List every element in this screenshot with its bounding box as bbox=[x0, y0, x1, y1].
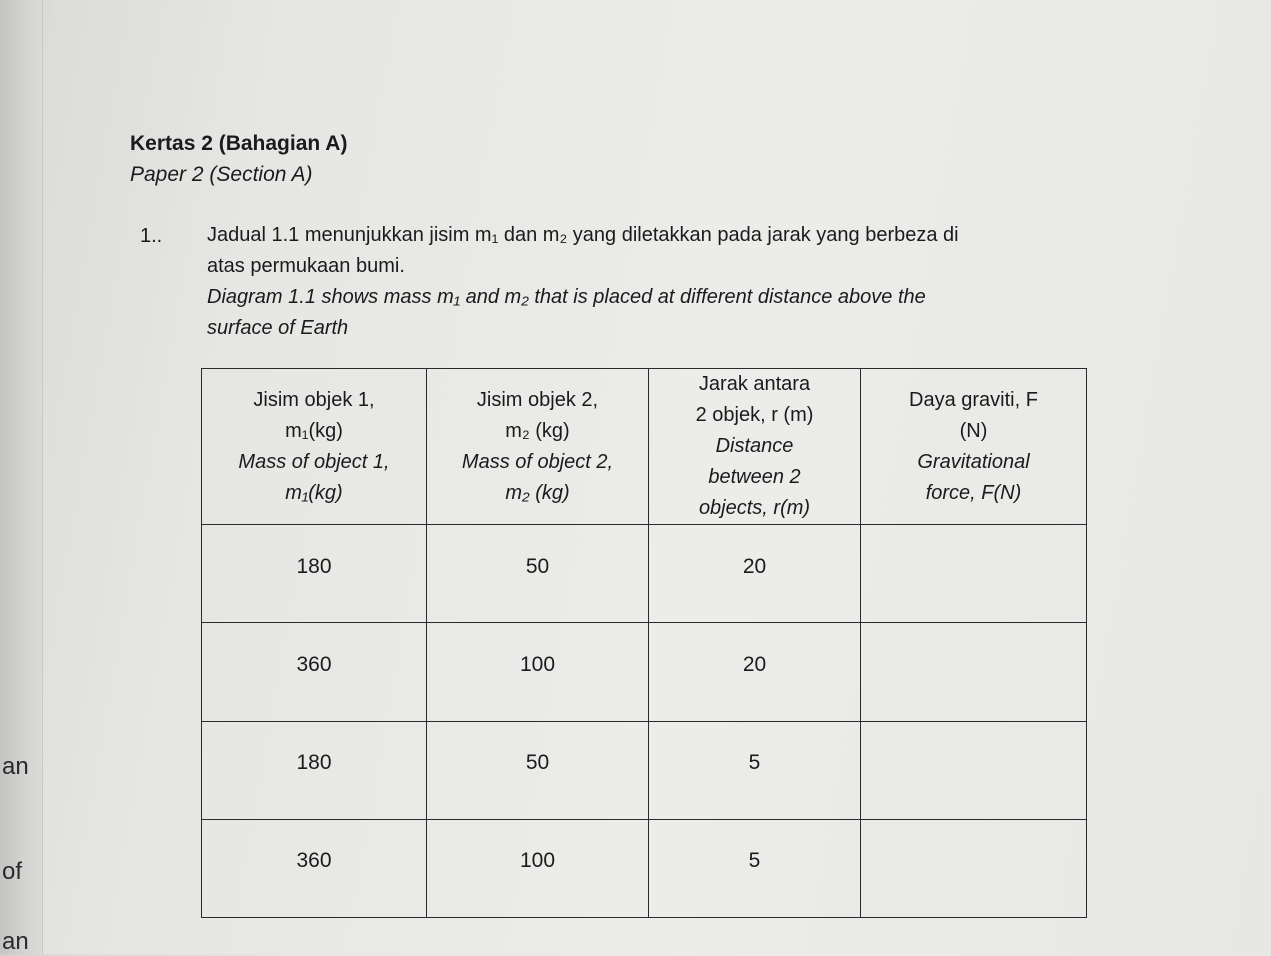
question-text-english bbox=[207, 282, 1147, 344]
table-header-row bbox=[202, 369, 1087, 525]
cell-force-answer[interactable] bbox=[861, 721, 1087, 819]
header-mass-2 bbox=[427, 369, 649, 525]
header-text: m₂ (kg) bbox=[505, 419, 570, 442]
question-text-line: atas permukaan bumi. bbox=[207, 255, 405, 277]
cell-distance: 5 bbox=[649, 819, 861, 917]
cell-distance: 5 bbox=[649, 721, 861, 819]
cell-mass-1: 360 bbox=[202, 819, 427, 917]
header-text: m₁(kg) bbox=[285, 419, 343, 442]
header-text: Distance bbox=[715, 435, 794, 457]
header-force bbox=[861, 369, 1087, 525]
header-text: 2 objek, r (m) bbox=[695, 404, 814, 426]
header-text: Gravitational bbox=[917, 450, 1030, 473]
header-text: objects, r(m) bbox=[698, 497, 811, 519]
header-text: Jisim objek 2, bbox=[476, 388, 599, 411]
header-text: Mass of object 1, bbox=[238, 450, 390, 473]
paper-title-english: Paper 2 (Section A) bbox=[130, 163, 313, 186]
header-text: m₂ (kg) bbox=[505, 481, 570, 504]
cell-mass-1: 360 bbox=[202, 623, 427, 721]
question-text-line: Jadual 1.1 menunjukkan jisim m₁ dan m₂ yang diletakkan pada jarak yang berbeza di bbox=[207, 224, 959, 246]
question-text-malay bbox=[207, 220, 1147, 282]
header-text: Mass of object 2, bbox=[461, 450, 614, 473]
header-distance bbox=[649, 369, 861, 525]
header-text: between 2 bbox=[708, 466, 801, 488]
question-text-line: Diagram 1.1 shows mass m₁ and m₂ that is placed at different distance above the bbox=[207, 286, 926, 308]
cell-mass-2: 100 bbox=[427, 819, 649, 917]
header-text: Jarak antara bbox=[698, 373, 811, 395]
header-text: Jisim objek 1, bbox=[253, 388, 375, 411]
cell-mass-1: 180 bbox=[202, 525, 427, 623]
cell-mass-2: 50 bbox=[427, 525, 649, 623]
cell-distance: 20 bbox=[649, 623, 861, 721]
cell-mass-2: 50 bbox=[427, 721, 649, 819]
header-text: (N) bbox=[959, 419, 988, 442]
edge-fragment: an bbox=[2, 753, 29, 780]
adjacent-page-edge bbox=[0, 0, 43, 954]
header-mass-1 bbox=[202, 369, 427, 525]
table-row bbox=[202, 623, 1087, 721]
table-row bbox=[202, 721, 1087, 819]
cell-force-answer[interactable] bbox=[861, 623, 1087, 721]
cell-mass-1: 180 bbox=[202, 721, 427, 819]
data-table bbox=[201, 368, 1087, 918]
edge-fragment: of bbox=[2, 858, 23, 885]
question-text-line: surface of Earth bbox=[207, 317, 349, 339]
edge-fragment: an bbox=[2, 928, 29, 955]
question-number: 1.. bbox=[140, 225, 163, 247]
header-text: force, F(N) bbox=[925, 481, 1022, 504]
cell-mass-2: 100 bbox=[427, 623, 649, 721]
table-row bbox=[202, 819, 1087, 917]
paper-title-malay: Kertas 2 (Bahagian A) bbox=[130, 132, 348, 155]
header-text: m₁(kg) bbox=[285, 481, 343, 504]
cell-distance: 20 bbox=[649, 525, 861, 623]
table-row bbox=[202, 525, 1087, 623]
cell-force-answer[interactable] bbox=[861, 819, 1087, 917]
header-text: Daya graviti, F bbox=[909, 388, 1038, 411]
cell-force-answer[interactable] bbox=[861, 525, 1087, 623]
